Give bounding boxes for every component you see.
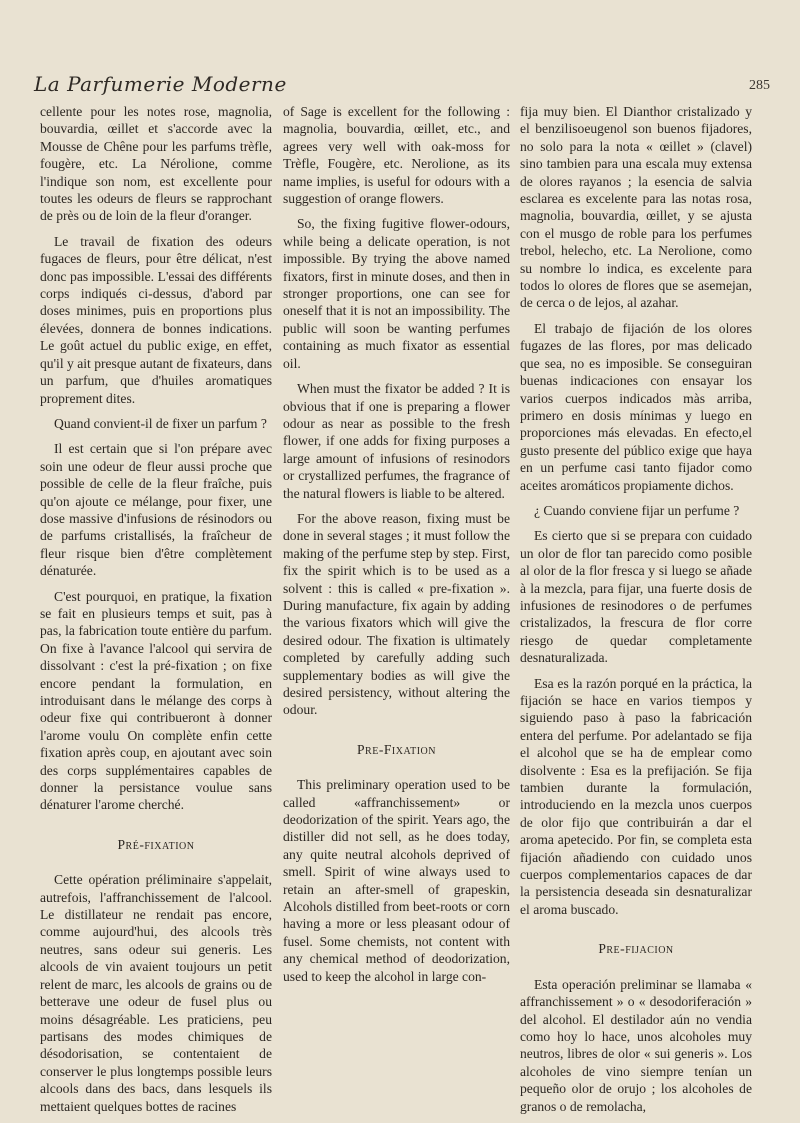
section-heading: Pre-fijacion <box>598 941 674 957</box>
paragraph: When must the fixator be added ? It is obvious that if one is preparing a flower odour as near as possible to the fresh flower, if one adds for fixing purposes a large amount of infusions of resinodors or crystallized perfumes, the fragrance of the natural flowers is liable to be altered. <box>283 381 510 501</box>
section-heading: Pré-fixation <box>117 836 195 852</box>
column-spanish <box>520 103 752 1123</box>
paragraph: This preliminary operation used to be called «affranchissement» or deodorization of the spirit. Years ago, the distiller did not sell, as he does today, any quite neutral alcohols deprived of smell. Spirit of wine always used to retain an after-smell of grapeskin, Alcohols distilled from beet-roots or corn having a more or less pleasant odour of fusel. Some chemists, not content with any chemical method of deodorization, used to keep the alcohol in large con- <box>283 777 510 984</box>
paragraph: Le travail de fixation des odeurs fugaces de fleurs, pour être délicat, n'est donc pas impossible. L'essai des différents corps indiqués ci-dessus, d'abord par doses minimes, puis en proportions plus élevées, donnera de bonnes indications. Le goût actuel du public exige, en effet, qu'il y ait presque autant de fixateurs, dans un parfum, que d'huiles aromatiques proprement dites. <box>40 233 272 406</box>
paragraph: of Sage is excellent for the following : magnolia, bouvardia, œillet, etc., and agrees very well with oak-moss for Trèfle, Fougère, etc. Nerolione, as its name implies, is useful for odours with a suggestion of orange flowers. <box>283 104 510 207</box>
column-french <box>40 103 272 1123</box>
paragraph: Quand convient-il de fixer un parfum ? <box>54 415 267 431</box>
paragraph: Cette opération préliminaire s'appelait, autrefois, l'affranchissement de l'alcool. Le distillateur ne rendait pas encore, comme aujourd'hui, des alcools très neutres, sans odeur sui generis. Les alcools de vin avaient toujours un petit relent de marc, les alcools de grains ou de betterave une odeur de fusel plus ou moins désagréable. Les praticiens, peu partisans des modes chimiques de désodorisation, se contentaient de conserver le plus longtemps possible leurs alcools dans des bacs, dans lesquels ils mettaient quelques bottes de racines <box>40 872 272 1114</box>
paragraph: Es cierto que si se prepara con cuidado un olor de flor tan parecido como posible al olor de la flor fresca y si luego se añade à la mezcla, para fijar, una fuerte dosis de infusiones de resinodores o de perfumes cristalizados, la frescura de flor corre riesgo de quedar completamente desnaturalizada. <box>520 528 752 666</box>
section-heading: Pre-Fixation <box>357 741 436 757</box>
page-number: 285 <box>749 78 770 93</box>
page-header <box>34 72 770 102</box>
paragraph: C'est pourquoi, en pratique, la fixation se fait en plusieurs temps et suit, pas à pas, la fabrication toute entière du parfum. On fixe à l'avance l'alcool qui servira de dissolvant : c'est la pré-fixation ; on fixe encore pendant la formulation, en introduisant dans le mélange des corps à odeur fixe qui contribueront à donner l'arome voulu On complète enfin cette fixation après coup, en ajoutant avec soin des corps supplémentaires capables de donner la persistance voulue sans dénaturer l'arome cherché. <box>40 588 272 813</box>
column-english <box>283 103 510 993</box>
paragraph: Esa es la razón porqué en la práctica, la fijación se hace en varios tiempos y siguiendo paso à paso la fabricación entera del perfume. Por adelantado se fija el alcohol que se ha de emplear como disolvente : Esa es la prefijación. Se fija tambien durante la formulación, introduciendo en la mezcla unos cuerpos de olor fijo que contribuirán a dar el aroma apetecido. Por fin, se completa esta fijación añadiendo con cuidado unos cuerpos complementarios capaces de dar la persistencia deseada sin desnaturalizar el aroma buscado. <box>520 675 752 917</box>
paragraph: So, the fixing fugitive flower-odours, while being a delicate operation, is not impossible. By trying the above named fixators, first in minute doses, and then in stronger proportions, one can see for oneself that it is not an impossibility. The public will soon be wanting perfumes containing as much fixator as essential oil. <box>283 216 510 371</box>
paragraph: Esta operación preliminar se llamaba « affranchissement » o « desodoriferación » del alcohol. El destilador aún no vendia como hoy lo hace, unos alcoholes muy neutros, libres de olor « sui generis ». Los alcoholes de vino siempre tenían un pequeño olor de orujo ; los alcoholes de granos o de remolacha, <box>520 976 752 1114</box>
paragraph: fija muy bien. El Dianthor cristalizado y el benzilisoeugenol son buenos fijadores, no solo para la nota « œillet » (clavel) sino tambien para una escala muy extensa de olores rayanos ; la esencia de salvia esclarea es excelente para las notas rosa, magnolia, bouvardia, œillet, y se ajusta con el musgo de roble para los perfumes trebol, helecho, etc. La Nerolione, como su nombre lo indica, es excelente para todos lo olores de flores que se asemejan, de cerca o de lejos, al azahar. <box>520 104 752 311</box>
running-title: La Parfumerie Moderne <box>34 72 287 96</box>
paragraph: ¿ Cuando conviene fijar un perfume ? <box>534 502 740 518</box>
paragraph: El trabajo de fijación de los olores fugazes de las flores, por mas delicado que sea, no es imposible. Se conseguiran buenas indicaciones con ensayar los varios cuerpos indicados màs arriba, primero en dosis mínimas y luego en proporciones más elevadas. En efecto,el gusto presente del público exige que haya en un perfume casi tanto fijador como aceites aromáticos propiamente dichos. <box>520 320 752 493</box>
paragraph: For the above reason, fixing must be done in several stages ; it must follow the making of the perfume step by step. First, fix the spirit which is to be used as a solvent : this is called « pre-fixation ». During manufacture, fix again by adding the various fixators which will give the desired odour. The fixation is ultimately completed by carefully adding such supplementary bodies as will give the desired persistency, without altering the odour. <box>283 510 510 718</box>
paragraph: cellente pour les notes rose, magnolia, bouvardia, œillet et s'accorde avec la Mousse de Chêne pour les parfums trèfle, fougère, etc. La Nérolione, comme l'indique son nom, est excellente pour toutes les odeurs de fleurs se rapprochant de près ou de loin de la fleur d'oranger. <box>40 104 272 224</box>
paragraph: Il est certain que si l'on prépare avec soin une odeur de fleur aussi proche que possible de celle de la fleur fraîche, puis qu'on ajoute ce mélange, pour fixer, une dose massive d'infusions de résinodors ou de parfums cristallisés, la fraîcheur de fleur risque bien d'être complètement dénaturée. <box>40 441 272 579</box>
